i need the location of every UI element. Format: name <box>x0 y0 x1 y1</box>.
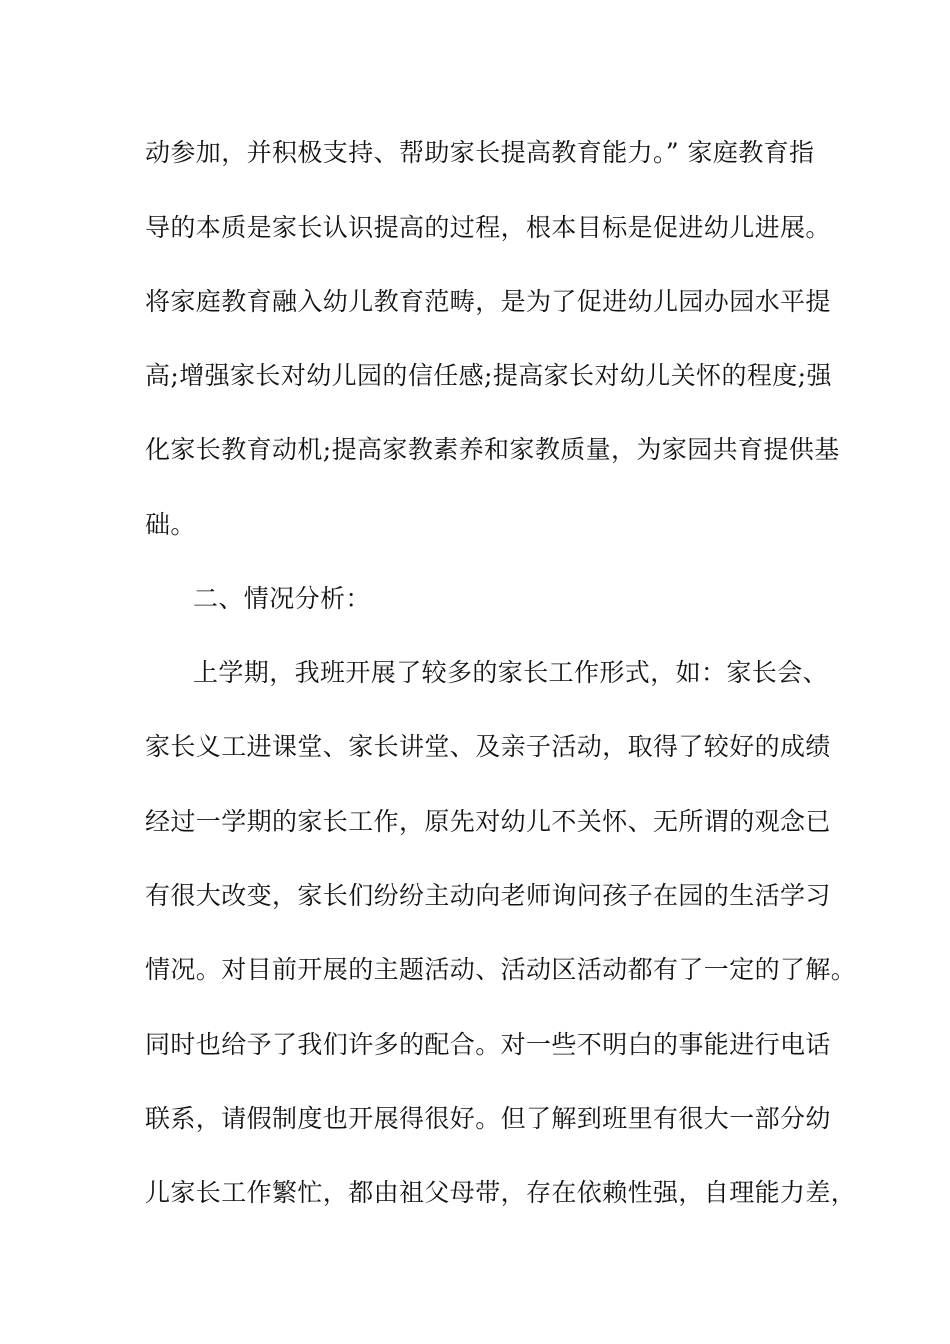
section-line-4: 有很大改变，家长们纷纷主动向老师询问孩子在园的生活学习 <box>145 881 831 910</box>
paragraph-line-6: 础。 <box>145 510 196 539</box>
paragraph-line-1: 动参加，并积极支持、帮助家长提高教育能力。” 家庭教育指 <box>145 138 815 167</box>
paragraph-line-5: 化家长教育动机;提高家教素养和家教质量，为家园共育提供基 <box>145 435 840 464</box>
section-line-8: 儿家长工作繁忙，都由祖父母带，存在依赖性强，自理能力差， <box>145 1178 857 1207</box>
section-line-2: 家长义工进课堂、家长讲堂、及亲子活动，取得了较好的成绩 <box>145 732 831 761</box>
paragraph-line-2: 导的本质是家长认识提高的过程，根本目标是促进幼儿进展。 <box>145 213 831 242</box>
section-line-6: 同时也给予了我们许多的配合。对一些不明白的事能进行电话 <box>145 1030 831 1059</box>
section-line-3: 经过一学期的家长工作，原先对幼儿不关怀、无所谓的观念已 <box>145 807 831 836</box>
paragraph-line-4: 高;增强家长对幼儿园的信任感;提高家长对幼儿关怀的程度;强 <box>145 361 832 390</box>
section-heading: 二、情况分析： <box>193 584 371 613</box>
section-line-1: 上学期，我班开展了较多的家长工作形式，如：家长会、 <box>193 658 829 687</box>
section-line-7: 联系，请假制度也开展得很好。但了解到班里有很大一部分幼 <box>145 1104 831 1133</box>
paragraph-line-3: 将家庭教育融入幼儿教育范畴，是为了促进幼儿园办园水平提 <box>145 287 831 316</box>
section-line-5: 情况。对目前开展的主题活动、活动区活动都有了一定的了解。 <box>145 955 857 984</box>
